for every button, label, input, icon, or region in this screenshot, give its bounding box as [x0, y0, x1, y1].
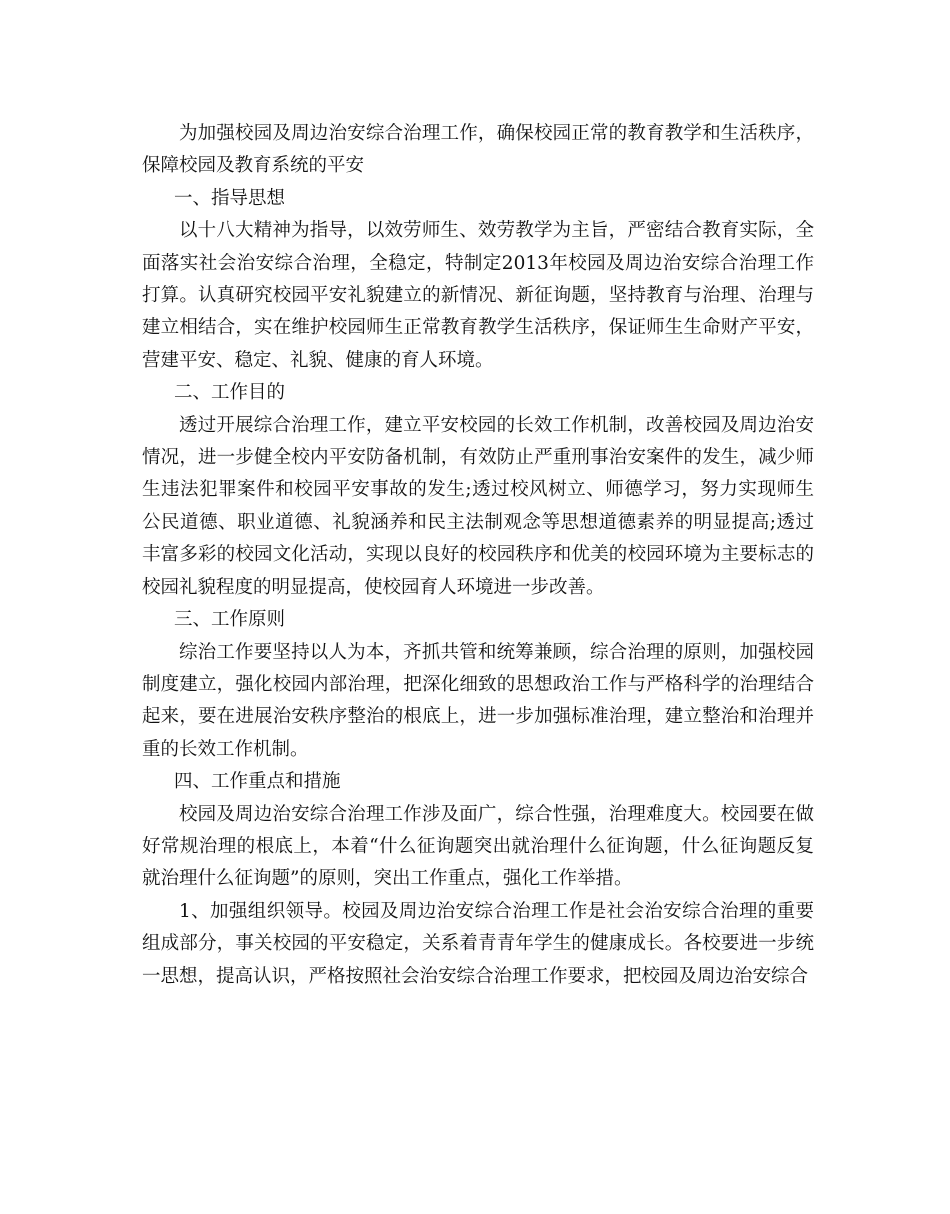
section-heading-key-measures: 四、工作重点和措施 [174, 771, 341, 793]
intro-paragraph: 为加强校园及周边治安综合治理工作，确保校园正常的教育教学和生活秩序，保障校园及教育系统的平安 [142, 123, 814, 177]
section-heading-work-principles: 三、工作原则 [174, 609, 286, 631]
document-body [142, 118, 814, 993]
guiding-thought-paragraph: 以十八大精神为指导，以效劳师生、效劳教学为主旨，严密结合教育实际，全面落实社会治安综合治理，全稳定，特制定2013年校园及周边治安综合治理工作打算。认真研究校园平安礼貌建立的新情况、新征询题，坚持教育与治理、治理与建立相结合，实在维护校园师生正常教育教学生活秩序，保证师生生命财产平安，营建平安、稳定、礼貌、健康的育人环境。 [142, 220, 814, 371]
section-heading-guiding-thought: 一、指导思想 [174, 187, 286, 209]
section-heading-work-goals: 二、工作目的 [174, 382, 286, 404]
key-measures-paragraph: 校园及周边治安综合治理工作涉及面广，综合性强，治理难度大。校园要在做好常规治理的根底上，本着“什么征询题突出就治理什么征询题，什么征询题反复就治理什么征询题”的原则，突出工作重点，强化工作举措。 [142, 803, 814, 890]
work-principles-paragraph: 综治工作要坚持以人为本，齐抓共管和统筹兼顾，综合治理的原则，加强校园制度建立，强化校园内部治理，把深化细致的思想政治工作与严格科学的治理结合起来，要在进展治安秩序整治的根底上，进一步加强标准治理，建立整治和治理并重的长效工作机制。 [142, 641, 814, 760]
measure-1-paragraph: 1、加强组织领导。校园及周边治安综合治理工作是社会治安综合治理的重要组成部分，事关校园的平安稳定，关系着青青年学生的健康成长。各校要进一步统一思想，提高认识，严格按照社会治安综合治理工作要求，把校园及周边治安综合 [142, 900, 814, 987]
work-goals-paragraph: 透过开展综合治理工作，建立平安校园的长效工作机制，改善校园及周边治安情况，进一步健全校内平安防备机制，有效防止严重刑事治安案件的发生，减少师生违法犯罪案件和校园平安事故的发生;透过校风树立、师德学习，努力实现师生公民道德、职业道德、礼貌涵养和民主法制观念等思想道德素养的明显提高;透过丰富多彩的校园文化活动，实现以良好的校园秩序和优美的校园环境为主要标志的校园礼貌程度的明显提高，使校园育人环境进一步改善。 [142, 414, 814, 598]
